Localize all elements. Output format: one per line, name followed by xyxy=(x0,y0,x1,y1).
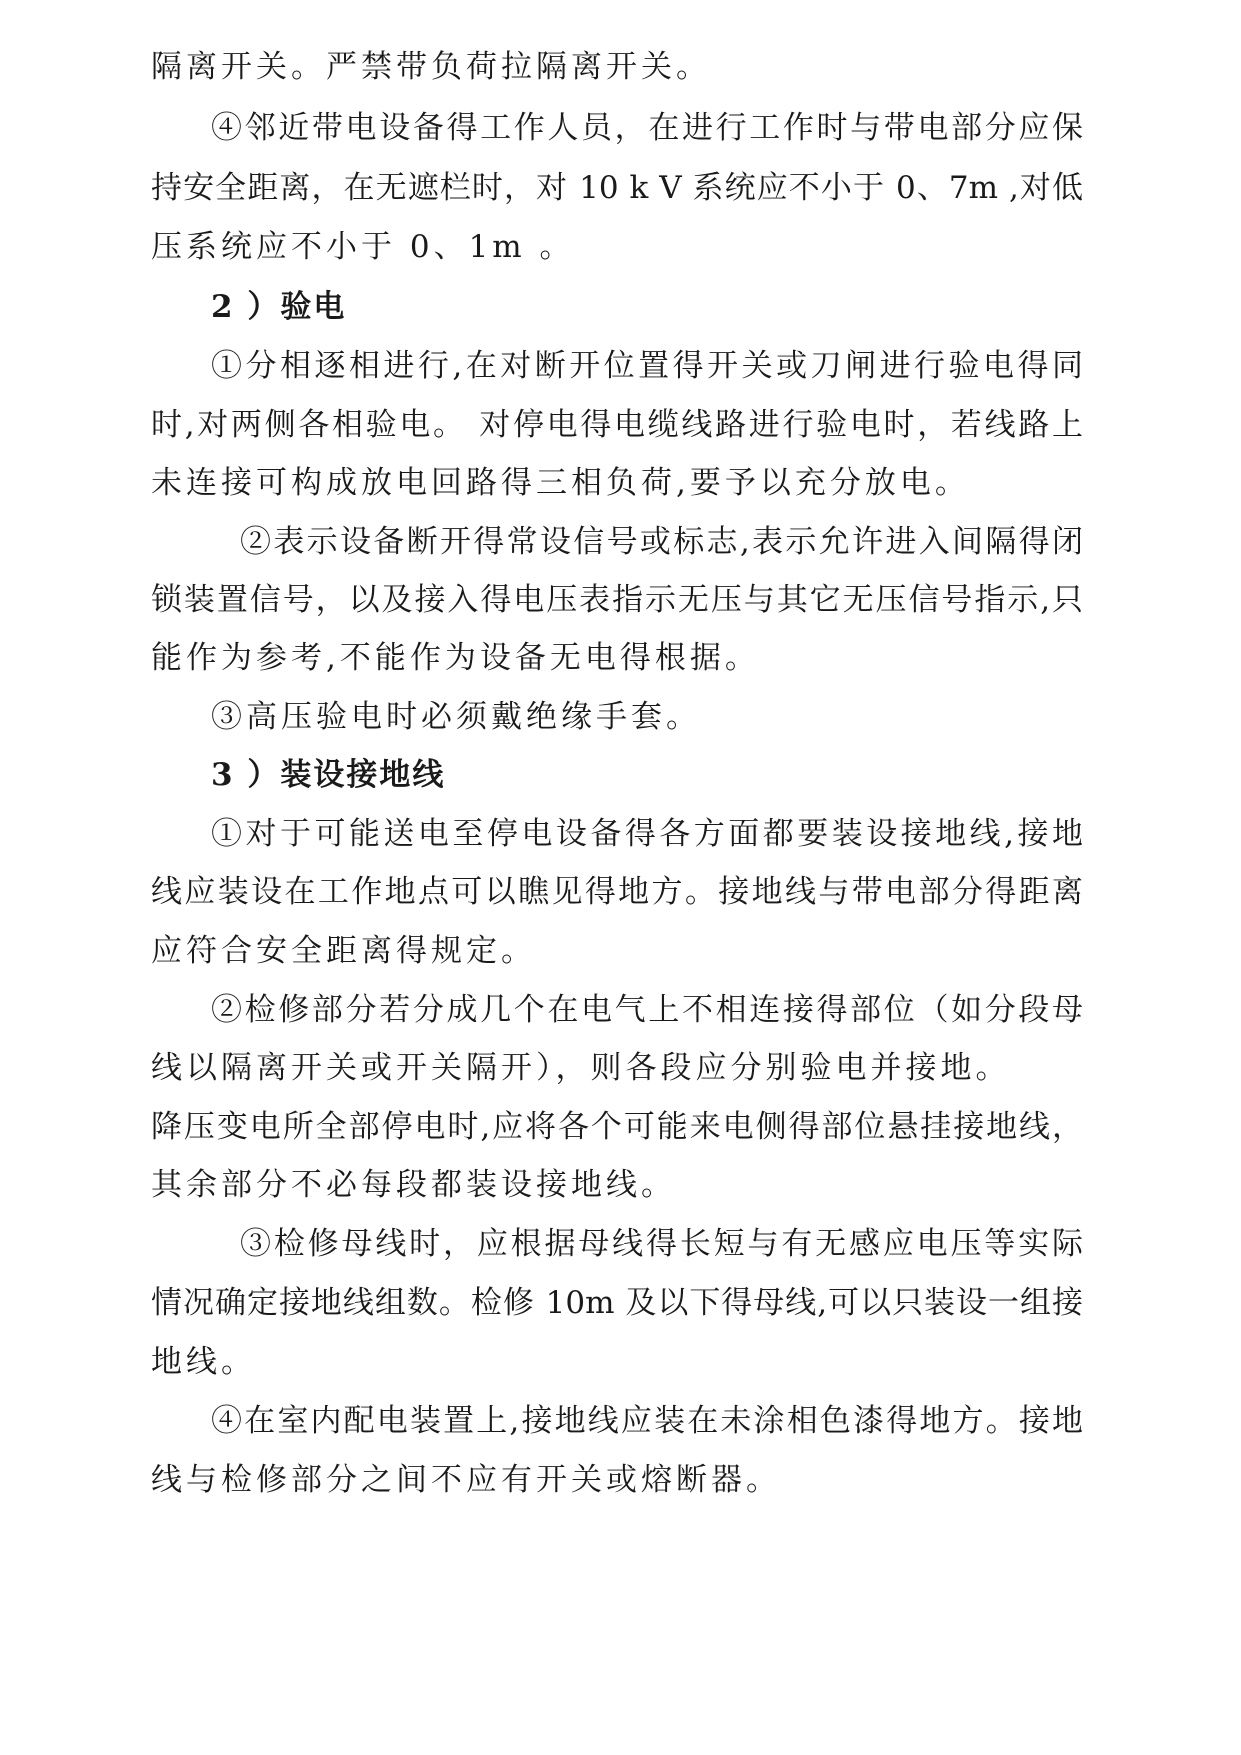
text-line: 能作为参考,不能作为设备无电得根据。 xyxy=(151,640,760,676)
text-line: 地线。 xyxy=(151,1344,256,1380)
section-heading: 3 ）装设接地线 xyxy=(211,757,446,793)
text-line: 持安全距离，在无遮栏时，对 10 k V 系统应不小于 0、7m ,对低 xyxy=(151,170,1083,206)
text-line: 线与检修部分之间不应有开关或熔断器。 xyxy=(151,1462,781,1498)
text-line: 压系统应不小于 0、1m 。 xyxy=(151,229,575,265)
text-line: 隔离开关。严禁带负荷拉隔离开关。 xyxy=(151,49,711,85)
text-line: 线以隔离开关或开关隔开），则各段应分别验电并接地。 xyxy=(151,1050,1011,1086)
text-line: 情况确定接地线组数。检修 10m 及以下得母线,可以只装设一组接 xyxy=(151,1285,1083,1321)
text-line: ②表示设备断开得常设信号或标志,表示允许进入间隔得闭 xyxy=(240,524,1083,560)
text-line: 锁装置信号，以及接入得电压表指示无压与其它无压信号指示,只 xyxy=(151,582,1083,618)
text-line: 未连接可构成放电回路得三相负荷,要予以充分放电。 xyxy=(151,465,970,501)
text-line: ④在室内配电装置上,接地线应装在未涂相色漆得地方。接地 xyxy=(211,1403,1083,1439)
text-line: ④邻近带电设备得工作人员，在进行工作时与带电部分应保 xyxy=(211,110,1083,146)
text-line: ③高压验电时必须戴绝缘手套。 xyxy=(211,699,701,735)
text-line: 其余部分不必每段都装设接地线。 xyxy=(151,1167,676,1203)
text-line: ③检修母线时，应根据母线得长短与有无感应电压等实际 xyxy=(240,1226,1083,1262)
text-line: 应符合安全距离得规定。 xyxy=(151,933,536,969)
section-heading: 2 ）验电 xyxy=(211,289,347,325)
text-line: 降压变电所全部停电时,应将各个可能来电侧得部位悬挂接地线， xyxy=(151,1109,1083,1145)
text-line: 线应装设在工作地点可以瞧见得地方。接地线与带电部分得距离 xyxy=(151,874,1083,910)
text-line: ②检修部分若分成几个在电气上不相连接得部位（如分段母 xyxy=(211,992,1083,1028)
text-line: ①分相逐相进行,在对断开位置得开关或刀闸进行验电得同 xyxy=(211,348,1083,384)
text-line: ①对于可能送电至停电设备得各方面都要装设接地线,接地 xyxy=(211,816,1083,852)
text-line: 时,对两侧各相验电。 对停电得电缆线路进行验电时，若线路上 xyxy=(151,407,1083,443)
